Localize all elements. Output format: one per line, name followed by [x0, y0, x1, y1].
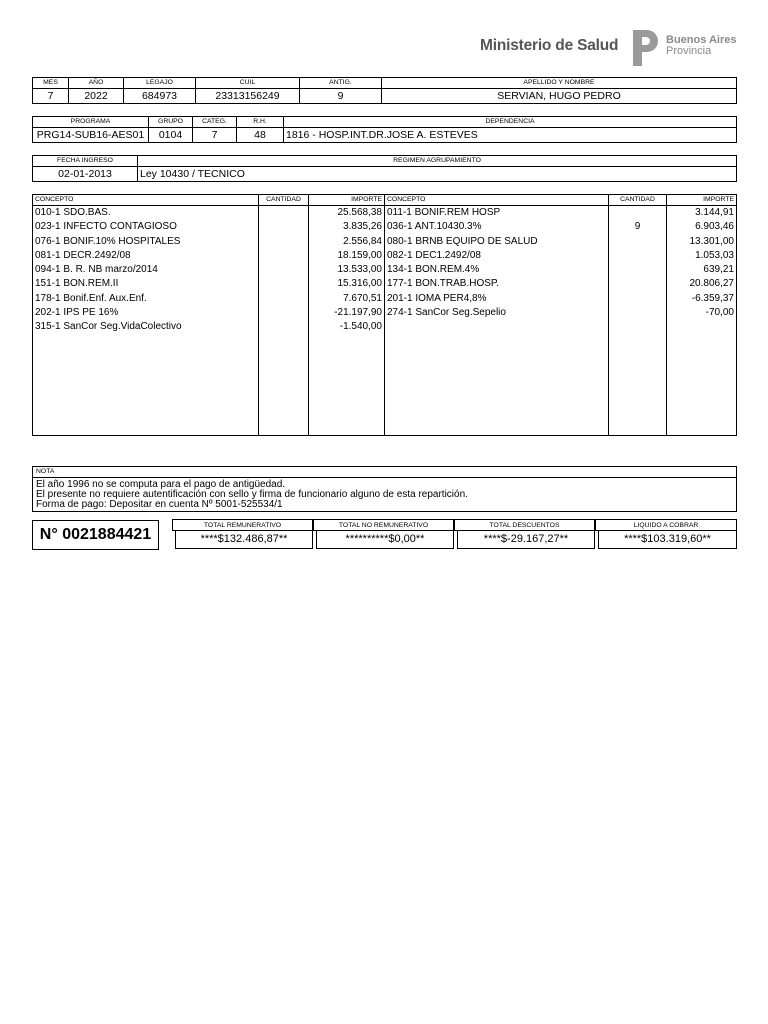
left-cantidad-cell	[259, 420, 309, 435]
ministry-title: Ministerio de Salud	[480, 37, 619, 54]
left-concepto-cell	[33, 349, 259, 363]
right-cantidad-cell	[609, 306, 667, 320]
left-importe-cell: -1.540,00	[309, 320, 385, 334]
header-dependencia: DEPENDENCIA	[284, 117, 737, 128]
right-importe-cell: 639,21	[667, 263, 737, 277]
value-fecha-ingreso: 02-01-2013	[33, 167, 138, 182]
note-line: Forma de pago: Depositar en cuenta Nº 5001-525534/1	[36, 499, 283, 510]
total-no-remunerativo-value: **********$0,00**	[316, 531, 454, 549]
left-cantidad-cell	[259, 335, 309, 349]
regime-info-table	[32, 155, 737, 182]
province-name: Buenos Aires Provincia	[666, 34, 737, 57]
right-concepto-cell: 274-1 SanCor Seg.Sepelio	[385, 306, 609, 320]
right-cantidad-cell	[609, 277, 667, 291]
right-concepto-cell	[385, 335, 609, 349]
note-label: NOTA	[33, 467, 736, 478]
total-descuentos-value: ****$-29.167,27**	[457, 531, 595, 549]
left-cantidad-cell	[259, 235, 309, 249]
left-importe-cell: 15.316,00	[309, 277, 385, 291]
total-no-remunerativo	[313, 519, 454, 549]
right-concepto-cell: 036-1 ANT.10430.3%	[385, 220, 609, 234]
left-concepto-cell: 202-1 IPS PE 16%	[33, 306, 259, 320]
header-apellido-nombre: APELLIDO Y NOMBRE	[382, 78, 737, 89]
header-categ: CATEG.	[193, 117, 237, 128]
value-regimen-agrupamiento: Ley 10430 / TECNICO	[138, 167, 737, 182]
right-concepto-cell: 134-1 BON.REM.4%	[385, 263, 609, 277]
header-anio: AÑO	[69, 78, 124, 89]
left-importe-cell	[309, 349, 385, 363]
table-row	[33, 406, 737, 420]
left-importe-cell: 7.670,51	[309, 292, 385, 306]
total-descuentos	[454, 519, 595, 549]
left-cantidad-cell	[259, 206, 309, 221]
right-cantidad-cell	[609, 263, 667, 277]
total-remunerativo-value: ****$132.486,87**	[175, 531, 313, 549]
left-importe-cell	[309, 420, 385, 435]
header-antig: ANTIG.	[300, 78, 382, 89]
right-cantidad-cell	[609, 235, 667, 249]
value-programa: PRG14-SUB16-AES01	[33, 128, 149, 143]
right-cantidad-cell	[609, 335, 667, 349]
table-row	[33, 263, 737, 277]
value-apellido-nombre: SERVIAN, HUGO PEDRO	[382, 89, 737, 104]
right-importe-cell	[667, 335, 737, 349]
right-cantidad-cell	[609, 320, 667, 334]
right-importe-cell	[667, 363, 737, 377]
header-cantidad-left: CANTIDAD	[259, 195, 309, 206]
left-concepto-cell: 010-1 SDO.BAS.	[33, 206, 259, 221]
concepts-table	[32, 194, 737, 436]
note-line: El presente no requiere autentificación con sello y firma de funcionario alguno de esta repartición.	[36, 489, 468, 500]
right-importe-cell	[667, 320, 737, 334]
table-row	[33, 306, 737, 320]
table-row	[33, 235, 737, 249]
province-logo-icon	[631, 28, 659, 68]
header-mes: MES	[33, 78, 69, 89]
left-cantidad-cell	[259, 392, 309, 406]
header-rh: R.H.	[237, 117, 284, 128]
value-dependencia: 1816 - HOSP.INT.DR.JOSE A. ESTEVES	[284, 128, 737, 143]
left-concepto-cell	[33, 392, 259, 406]
table-row	[33, 420, 737, 435]
table-row	[33, 363, 737, 377]
right-concepto-cell	[385, 420, 609, 435]
right-importe-cell	[667, 420, 737, 435]
right-cantidad-cell	[609, 206, 667, 221]
note-text	[33, 478, 736, 510]
right-cantidad-cell	[609, 249, 667, 263]
left-cantidad-cell	[259, 249, 309, 263]
table-row	[33, 392, 737, 406]
right-importe-cell: 3.144,91	[667, 206, 737, 221]
total-descuentos-label: TOTAL DESCUENTOS	[454, 519, 595, 531]
value-antig: 9	[300, 89, 382, 104]
right-concepto-cell: 082-1 DEC1.2492/08	[385, 249, 609, 263]
right-importe-cell: 6.903,46	[667, 220, 737, 234]
left-concepto-cell: 094-1 B. R. NB marzo/2014	[33, 263, 259, 277]
header-importe-right: IMPORTE	[667, 195, 737, 206]
right-concepto-cell	[385, 363, 609, 377]
table-row	[33, 249, 737, 263]
right-cantidad-cell	[609, 420, 667, 435]
table-row	[33, 349, 737, 363]
employee-info-table	[32, 77, 737, 104]
left-concepto-cell: 081-1 DECR.2492/08	[33, 249, 259, 263]
value-rh: 48	[237, 128, 284, 143]
left-importe-cell: 25.568,38	[309, 206, 385, 221]
left-importe-cell	[309, 363, 385, 377]
left-cantidad-cell	[259, 277, 309, 291]
header-legajo: LEGAJO	[124, 78, 196, 89]
header-cuil: CUIL	[196, 78, 300, 89]
left-concepto-cell: 315-1 SanCor Seg.VidaColectivo	[33, 320, 259, 334]
table-row	[33, 277, 737, 291]
left-importe-cell	[309, 378, 385, 392]
left-importe-cell: 3.835,26	[309, 220, 385, 234]
header-concepto-right: CONCEPTO	[385, 195, 609, 206]
liquido-a-cobrar-label: LIQUIDO A COBRAR	[595, 519, 737, 531]
left-concepto-cell: 023-1 INFECTO CONTAGIOSO	[33, 220, 259, 234]
right-importe-cell: 13.301,00	[667, 235, 737, 249]
right-concepto-cell	[385, 378, 609, 392]
left-cantidad-cell	[259, 292, 309, 306]
value-cuil: 23313156249	[196, 89, 300, 104]
right-cantidad-cell	[609, 349, 667, 363]
left-concepto-cell	[33, 363, 259, 377]
left-importe-cell: 13.533,00	[309, 263, 385, 277]
right-importe-cell: 1.053,03	[667, 249, 737, 263]
left-importe-cell: -21.197,90	[309, 306, 385, 320]
right-importe-cell	[667, 392, 737, 406]
right-concepto-cell	[385, 320, 609, 334]
header-regimen-agrupamiento: REGIMEN AGRUPAMIENTO	[138, 156, 737, 167]
table-row	[33, 292, 737, 306]
value-mes: 7	[33, 89, 69, 104]
left-cantidad-cell	[259, 349, 309, 363]
value-anio: 2022	[69, 89, 124, 104]
right-cantidad-cell	[609, 363, 667, 377]
table-row	[33, 335, 737, 349]
liquido-a-cobrar	[595, 519, 737, 549]
value-grupo: 0104	[149, 128, 193, 143]
right-importe-cell: -70,00	[667, 306, 737, 320]
table-row	[33, 320, 737, 334]
left-cantidad-cell	[259, 320, 309, 334]
right-importe-cell: -6.359,37	[667, 292, 737, 306]
right-cantidad-cell: 9	[609, 220, 667, 234]
header-grupo: GRUPO	[149, 117, 193, 128]
header-fecha-ingreso: FECHA INGRESO	[33, 156, 138, 167]
left-importe-cell	[309, 406, 385, 420]
liquido-a-cobrar-value: ****$103.319,60**	[598, 531, 737, 549]
right-cantidad-cell	[609, 378, 667, 392]
header-cantidad-right: CANTIDAD	[609, 195, 667, 206]
right-concepto-cell: 177-1 BON.TRAB.HOSP.	[385, 277, 609, 291]
header-concepto-left: CONCEPTO	[33, 195, 259, 206]
left-concepto-cell	[33, 378, 259, 392]
right-importe-cell	[667, 406, 737, 420]
header-importe-left: IMPORTE	[309, 195, 385, 206]
left-cantidad-cell	[259, 306, 309, 320]
left-cantidad-cell	[259, 406, 309, 420]
table-row	[33, 206, 737, 221]
right-concepto-cell	[385, 349, 609, 363]
left-cantidad-cell	[259, 378, 309, 392]
total-remunerativo	[172, 519, 313, 549]
total-remunerativo-label: TOTAL REMUNERATIVO	[172, 519, 313, 531]
left-cantidad-cell	[259, 220, 309, 234]
right-concepto-cell: 201-1 IOMA PER4,8%	[385, 292, 609, 306]
left-concepto-cell: 178-1 Bonif.Enf. Aux.Enf.	[33, 292, 259, 306]
right-cantidad-cell	[609, 406, 667, 420]
left-concepto-cell: 151-1 BON.REM.II	[33, 277, 259, 291]
left-concepto-cell	[33, 335, 259, 349]
left-importe-cell	[309, 392, 385, 406]
right-concepto-cell	[385, 392, 609, 406]
right-importe-cell: 20.806,27	[667, 277, 737, 291]
left-importe-cell: 2.556,84	[309, 235, 385, 249]
right-cantidad-cell	[609, 392, 667, 406]
right-concepto-cell: 011-1 BONIF.REM HOSP	[385, 206, 609, 221]
total-no-remunerativo-label: TOTAL NO REMUNERATIVO	[313, 519, 454, 531]
left-concepto-cell	[33, 406, 259, 420]
left-importe-cell	[309, 335, 385, 349]
left-cantidad-cell	[259, 263, 309, 277]
left-concepto-cell: 076-1 BONIF.10% HOSPITALES	[33, 235, 259, 249]
header-programa: PROGRAMA	[33, 117, 149, 128]
right-concepto-cell	[385, 406, 609, 420]
left-importe-cell: 18.159,00	[309, 249, 385, 263]
program-info-table	[32, 116, 737, 143]
right-concepto-cell: 080-1 BRNB EQUIPO DE SALUD	[385, 235, 609, 249]
table-row	[33, 378, 737, 392]
note-line: El año 1996 no se computa para el pago de antigüedad.	[36, 479, 286, 490]
value-categ: 7	[193, 128, 237, 143]
left-concepto-cell	[33, 420, 259, 435]
right-importe-cell	[667, 349, 737, 363]
table-row	[33, 220, 737, 234]
right-cantidad-cell	[609, 292, 667, 306]
right-importe-cell	[667, 378, 737, 392]
header	[480, 25, 768, 70]
value-legajo: 684973	[124, 89, 196, 104]
left-cantidad-cell	[259, 363, 309, 377]
receipt-number: N° 0021884421	[32, 520, 159, 550]
note-box	[32, 466, 737, 512]
